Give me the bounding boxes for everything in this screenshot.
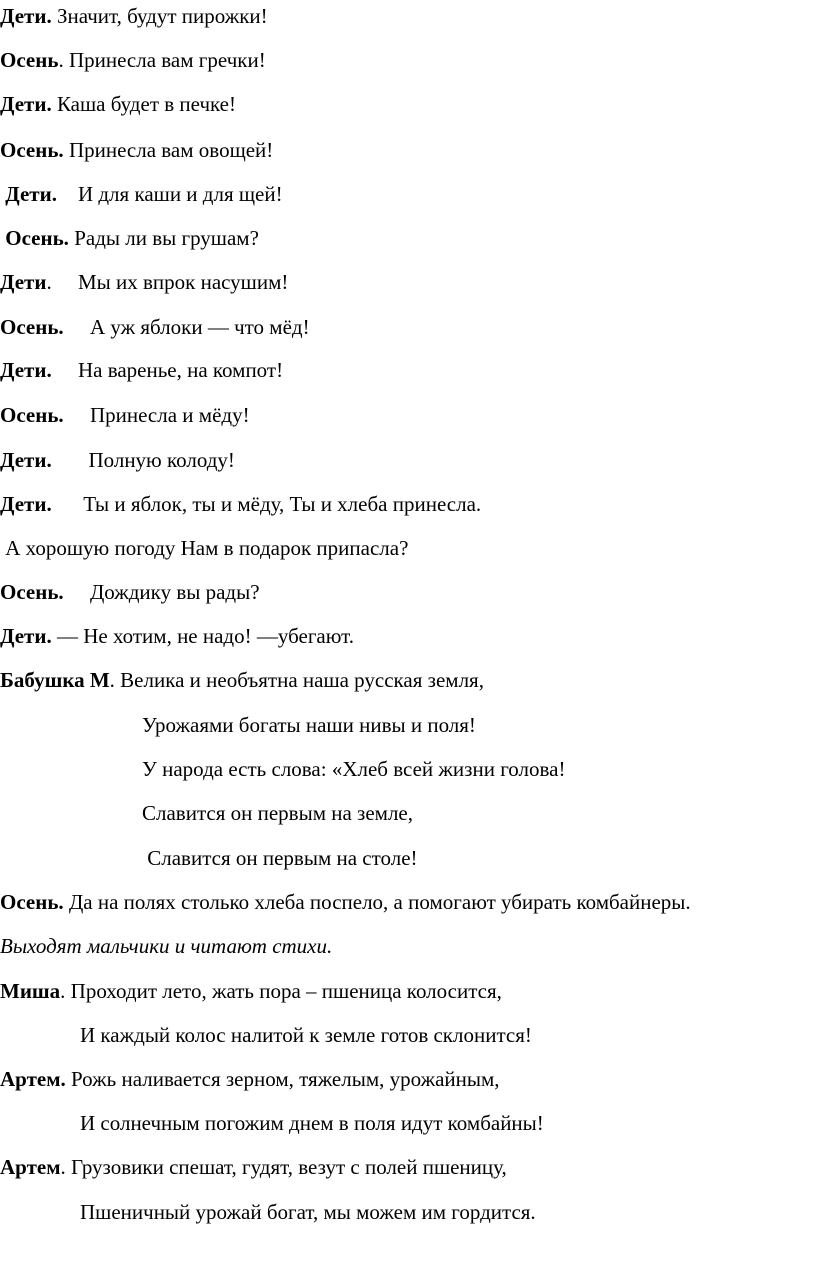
speaker: Артем [0, 1155, 61, 1179]
script-line [80, 1110, 544, 1136]
speaker: Дети. [0, 182, 57, 206]
script-line [0, 91, 236, 117]
stage-direction [0, 933, 332, 959]
speaker: Осень. [0, 315, 64, 339]
speaker: Осень. [0, 580, 64, 604]
line-text: Каша будет в печке! [51, 92, 236, 116]
line-text: Ты и яблок, ты и мёду, Ты и хлеба принесла. [51, 492, 482, 516]
line-text: Выходят мальчики и читают стихи. [0, 934, 333, 958]
line-text: Славится он первым на столе! [142, 846, 418, 870]
line-text: И каждый колос налитой к земле готов склонится! [80, 1023, 532, 1047]
line-text: Значит, будут пирожки! [51, 4, 268, 28]
script-line [0, 181, 283, 207]
line-text: . Проходит лето, жать пора – пшеница колосится, [60, 979, 502, 1003]
script-line [0, 47, 266, 73]
speaker: Миша [0, 979, 61, 1003]
script-line [0, 1154, 507, 1180]
line-text: А уж яблоки — что мёд! [63, 315, 310, 339]
script-line [142, 845, 418, 871]
line-text: — Не хотим, не надо! —убегают. [51, 624, 355, 648]
speaker: Дети. [0, 92, 52, 116]
script-line [0, 269, 288, 295]
speaker: Дети. [0, 4, 52, 28]
line-text: Да на полях столько хлеба поспело, а помогают убирать комбайнеры. [63, 890, 691, 914]
line-text: У народа есть слова: «Хлеб всей жизни голова! [142, 757, 566, 781]
script-line [142, 800, 413, 826]
line-text: Принесла и мёду! [63, 403, 250, 427]
speaker: Дети. [0, 492, 52, 516]
line-text: . Грузовики спешат, гудят, везут с полей пшеницу, [60, 1155, 507, 1179]
script-line [0, 137, 273, 163]
speaker: Осень. [0, 890, 64, 914]
script-line [142, 756, 565, 782]
line-text: Рожь наливается зерном, тяжелым, урожайным, [65, 1067, 500, 1091]
line-text: И для каши и для щей! [56, 182, 283, 206]
line-text: Принесла вам овощей! [63, 138, 274, 162]
speaker: Осень. [0, 226, 69, 250]
script-line [80, 1199, 536, 1225]
script-line [0, 667, 484, 693]
line-text: И солнечным погожим днем в поля идут комбайны! [80, 1111, 544, 1135]
script-line [0, 447, 235, 473]
script-line [0, 889, 691, 915]
script-line [0, 357, 283, 383]
script-line [0, 225, 259, 251]
script-line [0, 1066, 500, 1092]
line-text: Славится он первым на земле, [142, 801, 414, 825]
line-text: Пшеничный урожай богат, мы можем им гордится. [80, 1200, 536, 1224]
script-line [0, 623, 354, 649]
line-text: Рады ли вы грушам? [68, 226, 259, 250]
script-line [0, 3, 268, 29]
line-text: . Принесла вам гречки! [58, 48, 266, 72]
line-text: А хорошую погоду Нам в подарок припасла? [0, 536, 409, 560]
line-text: . Велика и необъятна наша русская земля, [109, 668, 484, 692]
speaker: Дети. [0, 624, 52, 648]
line-text: Полную колоду! [51, 448, 235, 472]
script-line [0, 978, 502, 1004]
script-line [0, 579, 260, 605]
script-line [142, 712, 476, 738]
speaker: Осень. [0, 138, 64, 162]
script-line [80, 1022, 532, 1048]
speaker: Дети [0, 270, 47, 294]
speaker: Артем. [0, 1067, 66, 1091]
speaker: Дети. [0, 358, 52, 382]
script-line [0, 491, 481, 517]
speaker: Осень [0, 48, 59, 72]
line-text: Урожаями богаты наши нивы и поля! [142, 713, 476, 737]
script-line [0, 402, 250, 428]
script-line [0, 535, 408, 561]
line-text: Дождику вы рады? [63, 580, 260, 604]
speaker: Осень. [0, 403, 64, 427]
line-text: . Мы их впрок насушим! [46, 270, 289, 294]
line-text: На варенье, на компот! [51, 358, 284, 382]
speaker: Дети. [0, 448, 52, 472]
speaker: Бабушка М [0, 668, 110, 692]
script-line [0, 314, 310, 340]
